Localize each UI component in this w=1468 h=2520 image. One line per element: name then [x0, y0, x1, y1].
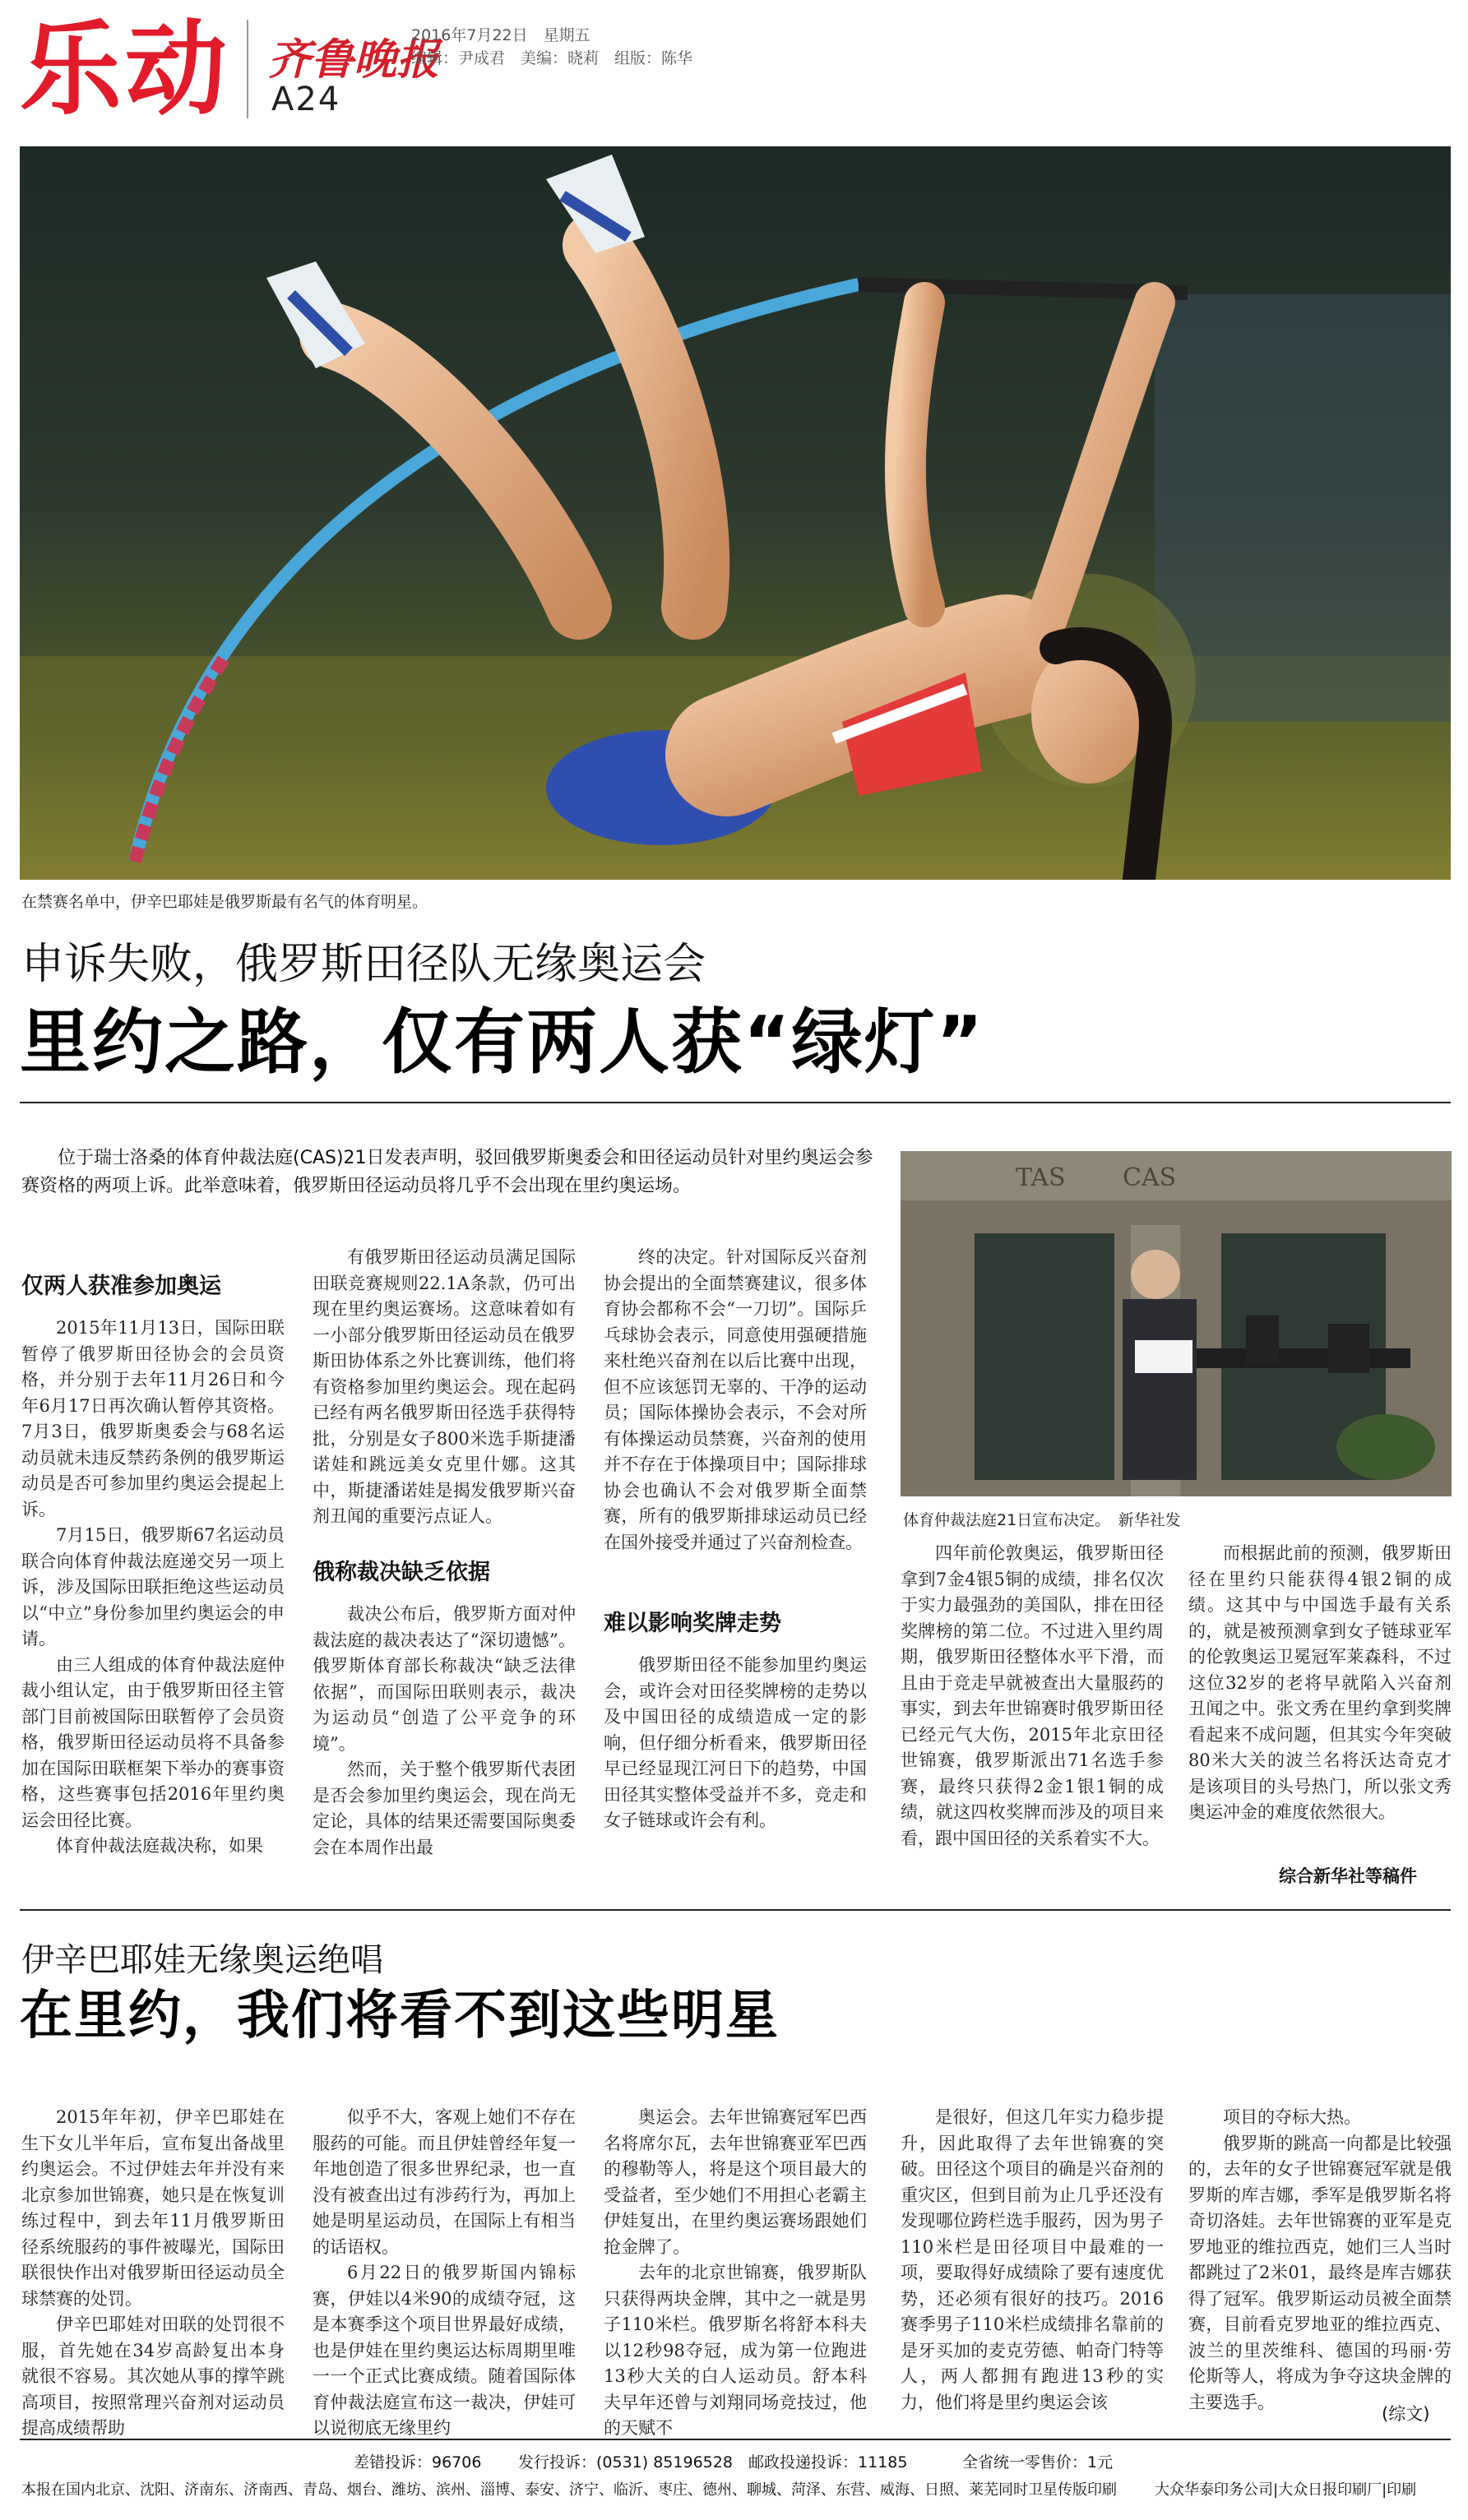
paragraph: 而根据此前的预测，俄罗斯田径在里约只能获得4银2铜的成绩。这其中与中国选手最有关系的，就是被预测拿到女子链球亚军的伦敦奥运卫冕冠军莱森科，不过这位32岁的老将早就陷入兴奋剂丑闻之中。张文秀在里约拿到奖牌看起来不成问题，但其实今年突破80米大关的波兰名将沃达奇克才是该项目的头号热门，所以张文秀奥运冲金的难度依然很大。 [1188, 1543, 1452, 1822]
story2-rule [20, 1909, 1451, 1911]
footer-distribution: 发行投诉：(0531) 85196528 [518, 2453, 733, 2471]
paragraph: 6月22日的俄罗斯国内锦标赛，伊娃以4米90的成绩夺冠，这是本赛季这个项目世界最好成绩，也是伊娃在里约奥运达标周期里唯一一个正式比赛成绩。随着国际体育仲裁法庭宣布这一裁决，伊娃可以说彻底无缘里约 [313, 2263, 576, 2438]
story1-col3b [604, 1653, 867, 1834]
story1-rule [20, 1102, 1451, 1103]
paragraph: 去年的北京世锦赛，俄罗斯队只获得两块金牌，其中之一就是男子110米栏。俄罗斯名将舒本科夫以12秒98夺冠，成为第一位跑进13秒大关的白人运动员。舒本科夫早年还曾与刘翔同场竞技过，他的天赋不 [604, 2263, 867, 2438]
page-code: A24 [271, 81, 341, 118]
story1-col2 [313, 1245, 576, 1530]
paragraph: 有俄罗斯田径运动员满足国际田联竞赛规则22.1A条款，仍可出现在里约奥运赛场。这意味着如有一小部分俄罗斯田径运动员在俄罗斯田协体系之外比赛训练，他们将有资格参加里约奥运会。现在起码已经有两名俄罗斯田径选手获得特批，分别是女子800米选手斯捷潘诺娃和跳远美女克里什娜。这其中，斯捷潘诺娃是揭发俄罗斯兴奋剂丑闻的重要污点证人。 [313, 1247, 576, 1526]
footer-complaints: 差错投诉：96706 [354, 2453, 482, 2471]
paragraph: 似乎不大，客观上她们不存在服药的可能。而且伊娃曾经年复一年地创造了很多世界纪录，也一直没有被查出过有涉药行为，再加上她是明星运动员，在国际上有相当的话语权。 [313, 2107, 576, 2257]
header-divider [247, 20, 248, 118]
footer-price: 全省统一零售价：1元 [962, 2453, 1114, 2471]
footer-printer: 大众华泰印务公司|大众日报印刷厂|印刷 [1155, 2481, 1417, 2499]
footer-printing-sites: 本报在国内北京、沈阳、济南东、济南西、青岛、烟台、潍坊、滨州、淄博、泰安、济宁、临沂、枣庄、德州、聊城、菏泽、东营、威海、日照、莱芜同时卫星传版印刷 [21, 2481, 1117, 2499]
story1-col5 [1188, 1541, 1452, 1826]
story1-col1 [21, 1315, 285, 1860]
paragraph: 四年前伦敦奥运，俄罗斯田径拿到7金4银5铜的成绩，排名仅次于实力最强劲的美国队，排在田径奖牌榜的第二位。不过进入里约周期，俄罗斯田径整体水平下滑，而且由于竞走早就被查出大量服药的事实，到去年世锦赛时俄罗斯田径已经元气大伤，2015年北京田径世锦赛，俄罗斯派出71名选手参赛，最终只获得2金1银1铜的成绩，就这四枚奖牌而涉及的项目来看，跟中国田径的关系着实不大。 [901, 1543, 1164, 1848]
story1-title: 里约之路，仅有两人获“绿灯” [20, 1001, 985, 1084]
paragraph: 奥运会。去年世锦赛冠军巴西名将席尔瓦，去年世锦赛亚军巴西的穆勒等人，将是这个项目最大的受益者，至少她们不用担心老霸主伊娃复出，在里约奥运赛场跟她们抢金牌了。 [604, 2107, 867, 2257]
story1-col3 [604, 1245, 867, 1556]
issue-date: 2016年7月22日 星期五 [411, 26, 590, 44]
story2-col4 [901, 2105, 1164, 2416]
svg-text:CAS: CAS [1123, 1163, 1177, 1192]
paragraph: 裁决公布后，俄罗斯方面对仲裁法庭的裁决表达了“深切遗憾”。俄罗斯体育部长称裁决“缺乏法律依据”，而国际田联则表示，裁决为运动员“创造了公平竞争的环境”。 [313, 1604, 576, 1754]
story1-col1-heading: 仅两人获准参加奥运 [21, 1274, 221, 1299]
paragraph: 由三人组成的体育仲裁法庭仲裁小组认定，由于俄罗斯田径主管部门目前被国际田联暂停了会员资格，俄罗斯田径运动员将不具备参加在国际田联框架下举办的赛事资格，这些赛事包括2016年里约奥运会田径比赛。 [21, 1654, 285, 1830]
paragraph: 终的决定。针对国际反兴奋剂协会提出的全面禁赛建议，很多体育协会都称不会“一刀切”。国际乒乓球协会表示，同意使用强硬措施来杜绝兴奋剂在以后比赛中出现，但不应该惩罚无辜的、干净的运动员；国际体操协会表示，不会对所有体操运动员禁赛，兴奋剂的使用并不存在于体操项目中；国际排球协会也确认不会对俄罗斯全面禁赛，所有的俄罗斯排球运动员已经在国外接受并通过了兴奋剂检查。 [604, 1247, 867, 1552]
svg-text:TAS: TAS [1016, 1163, 1066, 1192]
footer-rule [20, 2439, 1451, 2440]
story2-col5 [1188, 2105, 1452, 2416]
paragraph: 项目的夺标大热。 [1223, 2107, 1361, 2127]
section-title: 乐动 [20, 11, 231, 129]
paragraph: 是很好，但这几年实力稳步提升，因此取得了去年世锦赛的突破。田径这个项目的确是兴奋剂的重灾区，但到目前为止几乎还没有发现哪位跨栏选手服药，因为男子110米栏是田径项目中最难的一项，要取得好成绩除了要有速度优势，还必须有很好的技巧。2016赛季男子110米栏成绩排名靠前的是牙买加的麦克劳德、帕奇门特等人，两人都拥有跑进13秒的实力，他们将是里约奥运会该 [901, 2107, 1164, 2412]
story1-source: 综合新华社等稿件 [1279, 1866, 1417, 1886]
story1-col2b [313, 1602, 576, 1861]
main-photo-caption: 在禁赛名单中，伊辛巴耶娃是俄罗斯最有名气的体育明星。 [21, 893, 428, 911]
paragraph: 伊辛巴耶娃对田联的处罚很不服，首先她在34岁高龄复出本身就很不容易。其次她从事的撑竿跳高项目，按照常理兴奋剂对运动员提高成绩帮助 [21, 2314, 285, 2438]
story2-source: (综文) [1382, 2404, 1430, 2424]
story1-col4 [901, 1541, 1164, 1852]
paragraph: 俄罗斯的跳高一向都是比较强的，去年的女子世锦赛冠军就是俄罗斯的库吉娜，季军是俄罗斯名将奇切洛娃。去年世锦赛的亚军是克罗地亚的维拉西克，她们三人当时都跳过了2米01，最终是库吉娜获得了冠军。俄罗斯运动员被全面禁赛，目前看克罗地亚的维拉西克、波兰的里茨维科、德国的玛丽·劳伦斯等人，将成为争夺这块金牌的主要选手。 [1188, 2133, 1452, 2412]
story2-col1 [21, 2105, 285, 2442]
paragraph: 俄罗斯田径不能参加里约奥运会，或许会对田径奖牌榜的走势以及中国田径的成绩造成一定的影响，但仔细分析看来，俄罗斯田径早已经显现江河日下的趋势，中国田径其实整体受益并不多，竞走和女子链球或许会有利。 [604, 1655, 867, 1830]
paragraph: 7月15日，俄罗斯67名运动员联合向体育仲裁法庭递交另一项上诉，涉及国际田联拒绝这些运动员以“中立”身份参加里约奥运会的申请。 [21, 1525, 285, 1648]
story1-subtitle: 申诉失败，俄罗斯田径队无缘奥运会 [21, 940, 706, 989]
paragraph: 然而，关于整个俄罗斯代表团是否会参加里约奥运会，现在尚无定论，具体的结果还需要国际奥委会在本周作出最 [313, 1759, 576, 1857]
story1-lead: 位于瑞士洛桑的体育仲裁法庭(CAS)21日发表声明，驳回俄罗斯奥委会和田径运动员针对里约奥运会参赛资格的两项上诉。此举意味着，俄罗斯田径运动员将几乎不会出现在里约奥运场。 [21, 1148, 873, 1196]
editor-credits: 编辑：尹成君 美编：晓莉 组版：陈华 [411, 49, 693, 67]
story2-col3 [604, 2105, 867, 2442]
paragraph: 2015年11月13日，国际田联暂停了俄罗斯田径协会的会员资格，并分别于去年11月26日和今年6月17日再次确认暂停其资格。7月3日，俄罗斯奥委会与68名运动员就未违反禁药条例的俄罗斯运动员是否可参加里约奥运会提起上诉。 [21, 1318, 285, 1519]
footer-postal: 邮政投递投诉：11185 [748, 2453, 908, 2471]
story1-col3-heading: 难以影响奖牌走势 [604, 1611, 781, 1636]
story2-title: 在里约，我们将看不到这些明星 [20, 1986, 780, 2046]
story1-col2-heading: 俄称裁决缺乏依据 [313, 1560, 490, 1585]
main-photo-pole-vault [20, 146, 1451, 880]
newspaper-masthead: 齐鲁晚报 [268, 35, 440, 85]
story2-subtitle: 伊辛巴耶娃无缘奥运绝唱 [21, 1941, 383, 1979]
cas-photo-caption: 体育仲裁法庭21日宣布决定。 新华社发 [903, 1511, 1181, 1529]
paragraph: 体育仲裁法庭裁决称，如果 [56, 1836, 263, 1856]
cas-press-photo [901, 1151, 1452, 1496]
story2-col2 [313, 2105, 576, 2442]
paragraph: 2015年年初，伊辛巴耶娃在生下女儿半年后，宣布复出备战里约奥运会。不过伊娃去年并没有来北京参加世锦赛，她只是在恢复训练过程中，到去年11月俄罗斯田径系统服药的事件被曝光，国际田联很快作出对俄罗斯田径运动员全球禁赛的处罚。 [21, 2107, 285, 2309]
